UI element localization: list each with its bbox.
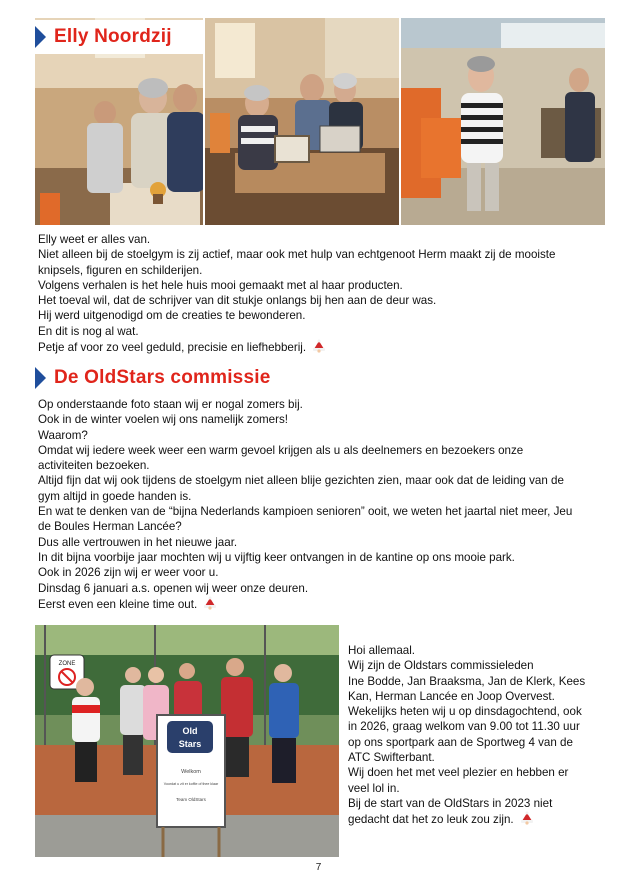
text-line: op ons sportpark aan de Sportweg 4 van de (348, 735, 573, 749)
text-line: Hij werd uitgenodigd om de creaties te bewonderen. (38, 309, 306, 323)
text-line: Volgens verhalen is het hele huis mooi gemaakt met al haar producten. (38, 278, 403, 292)
text-line: Wekelijks heten wij u op dinsdagochtend, ook (348, 705, 582, 719)
text-line: Bij de start van de OldStars in 2023 niet (348, 796, 553, 810)
text-line: In dit bijna voorbije jaar mochten wij u vijftig keer ontvangen in de kantine op ons mooie park. (38, 550, 515, 564)
text-line: Kan, Herman Lancée en Joop Overvest. (348, 689, 555, 703)
sign-text-koffie: Voordat u zit er koffie of thee klaar (163, 782, 219, 786)
text-line: Altijd fijn dat wij ook tijdens de stoelgym niet alleen blije gezichten zien, maar ook dat de leiding van de (38, 474, 564, 488)
text-line: Ook in de winter voelen wij ons namelijk zomers! (38, 413, 289, 427)
photo-oldstars-committee (35, 625, 339, 857)
photo-elly-table (205, 18, 399, 225)
text-line: knipsels, figuren en schilderijen. (38, 263, 203, 277)
santa-hat-icon (203, 596, 217, 610)
sign-logo-line2: Stars (178, 739, 202, 749)
text-line: Eerst even een kleine time out. (38, 597, 198, 611)
text-line: veel lol in. (348, 781, 400, 795)
text-line: Dinsdag 6 januari a.s. openen wij weer onze deuren. (38, 581, 309, 595)
text-line: Omdat wij iedere week weer een warm gevoel krijgen als u als deelnemers en bezoekers onze (38, 443, 524, 457)
heading-title: Elly Noordzij (54, 26, 172, 47)
sign-text-team: Team OldStars (176, 797, 206, 802)
zone-sign-text: ZONE (58, 661, 76, 667)
text-line: gedacht dat het zo leuk zou zijn. (348, 813, 514, 827)
text-line: Wij doen het met veel plezier en hebben er (348, 766, 569, 780)
sign-logo-line1: Old (182, 726, 198, 736)
text-line: Hoi allemaal. (348, 644, 416, 657)
photo-elly-standing (401, 18, 605, 225)
text-line: gym altijd in goede handen is. (38, 489, 192, 503)
text-line: Ine Bodde, Jan Braaksma, Jan de Klerk, Kees (348, 674, 586, 688)
text-line: Petje af voor zo veel geduld, precisie en liefhebberij. (38, 341, 307, 355)
text-line: Op onderstaande foto staan wij er nogal zomers bij. (38, 398, 303, 411)
text-line: ATC Swifterbant. (348, 751, 435, 765)
text-line: Waarom? (38, 428, 88, 442)
santa-hat-icon (312, 339, 326, 353)
section-oldstars-text (38, 397, 608, 612)
text-line: Elly weet er alles van. (38, 233, 151, 246)
text-line: Wij zijn de Oldstars commissieleden (348, 659, 534, 673)
text-line: Het toeval wil, dat de schrijver van dit stukje onlangs bij hen aan de deur was. (38, 294, 437, 308)
text-line: Ook in 2026 zijn wij er weer voor u. (38, 566, 219, 580)
text-line: in 2026, graag welkom van 9.00 tot 11.30 uur (348, 720, 580, 734)
section-committee-text (348, 643, 608, 828)
text-line: Niet alleen bij de stoelgym is zij actief, maar ook met hulp van echtgenoot Herm maakt zij de mooiste (38, 248, 556, 262)
text-line: Dus alle vertrouwen in het nieuwe jaar. (38, 535, 238, 549)
santa-hat-icon (520, 811, 534, 825)
page-number: 7 (315, 862, 322, 873)
text-line: En wat te denken van de “bijna Nederlands kampioen senioren” ooit, we weten het jaartal niet meer, Jeu (38, 505, 573, 519)
heading-arrow-icon (35, 26, 46, 48)
text-line: de Boules Herman Lancée? (38, 520, 182, 534)
heading-title: De OldStars commissie (54, 367, 271, 388)
text-line: activiteiten bezoeken. (38, 459, 150, 473)
heading-arrow-icon (35, 367, 46, 389)
section-elly-text (38, 232, 608, 355)
text-line: En dit is nog al wat. (38, 324, 139, 338)
sign-text-welkom: Welkom (181, 769, 201, 775)
section-heading-elly (35, 20, 205, 54)
section-heading-oldstars (35, 363, 315, 393)
